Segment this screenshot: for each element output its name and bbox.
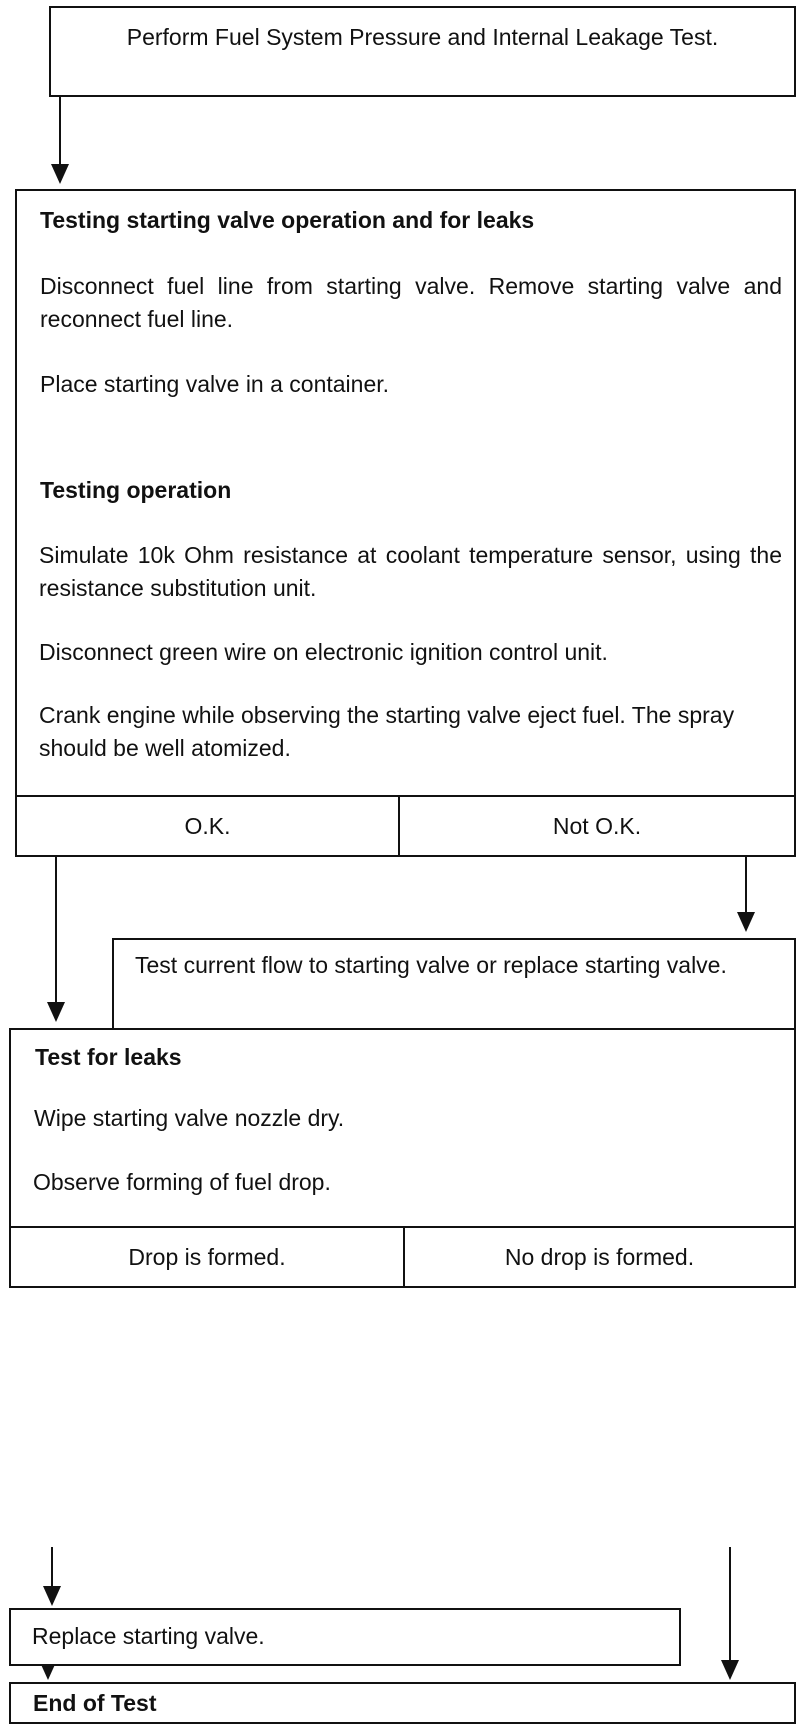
valve-test-outcome-row	[17, 795, 794, 855]
end-box	[9, 1682, 796, 1724]
arrowhead-icon	[737, 912, 755, 932]
outcome-no-drop-label: No drop is formed.	[504, 1243, 695, 1270]
valve-test-subtitle: Testing operation	[40, 477, 232, 503]
start-text: Perform Fuel System Pressure and Internal Leakage Test.	[126, 24, 719, 50]
leak-test-outcome-row	[11, 1226, 794, 1286]
leak-test-box	[9, 1028, 796, 1288]
arrowhead-icon	[43, 1586, 61, 1606]
outcome-not-ok-label: Not O.K.	[552, 812, 642, 839]
arrowhead-icon	[51, 164, 69, 184]
valve-test-title: Testing starting valve operation and for leaks	[40, 207, 535, 233]
leak-test-step-2: Observe forming of fuel drop.	[33, 1169, 331, 1195]
end-text: End of Test	[33, 1690, 157, 1716]
outcome-ok-label: O.K.	[184, 812, 231, 839]
outcome-drop-label: Drop is formed.	[128, 1243, 286, 1270]
start-box	[49, 6, 796, 97]
leak-test-step-1: Wipe starting valve nozzle dry.	[34, 1105, 345, 1131]
valve-test-step-4: Disconnect green wire on electronic ignition control unit.	[39, 639, 608, 665]
arrowhead-icon	[721, 1660, 739, 1680]
valve-test-step-3: Simulate 10k Ohm resistance at coolant temperature sensor, using the resistance substitution unit.	[39, 542, 782, 601]
replace-text: Replace starting valve.	[32, 1623, 265, 1649]
valve-test-step-5: Crank engine while observing the starting valve eject fuel. The spray should be well atomized.	[39, 702, 735, 761]
replace-box	[9, 1608, 681, 1666]
leak-test-title: Test for leaks	[35, 1044, 182, 1070]
current-flow-text: Test current flow to starting valve or replace starting valve.	[135, 952, 727, 978]
arrowhead-icon	[47, 1002, 65, 1022]
valve-test-box	[15, 189, 796, 857]
valve-test-step-1: Disconnect fuel line from starting valve. Remove starting valve and reconnect fuel line.	[40, 273, 782, 332]
valve-test-step-2: Place starting valve in a container.	[40, 371, 390, 397]
